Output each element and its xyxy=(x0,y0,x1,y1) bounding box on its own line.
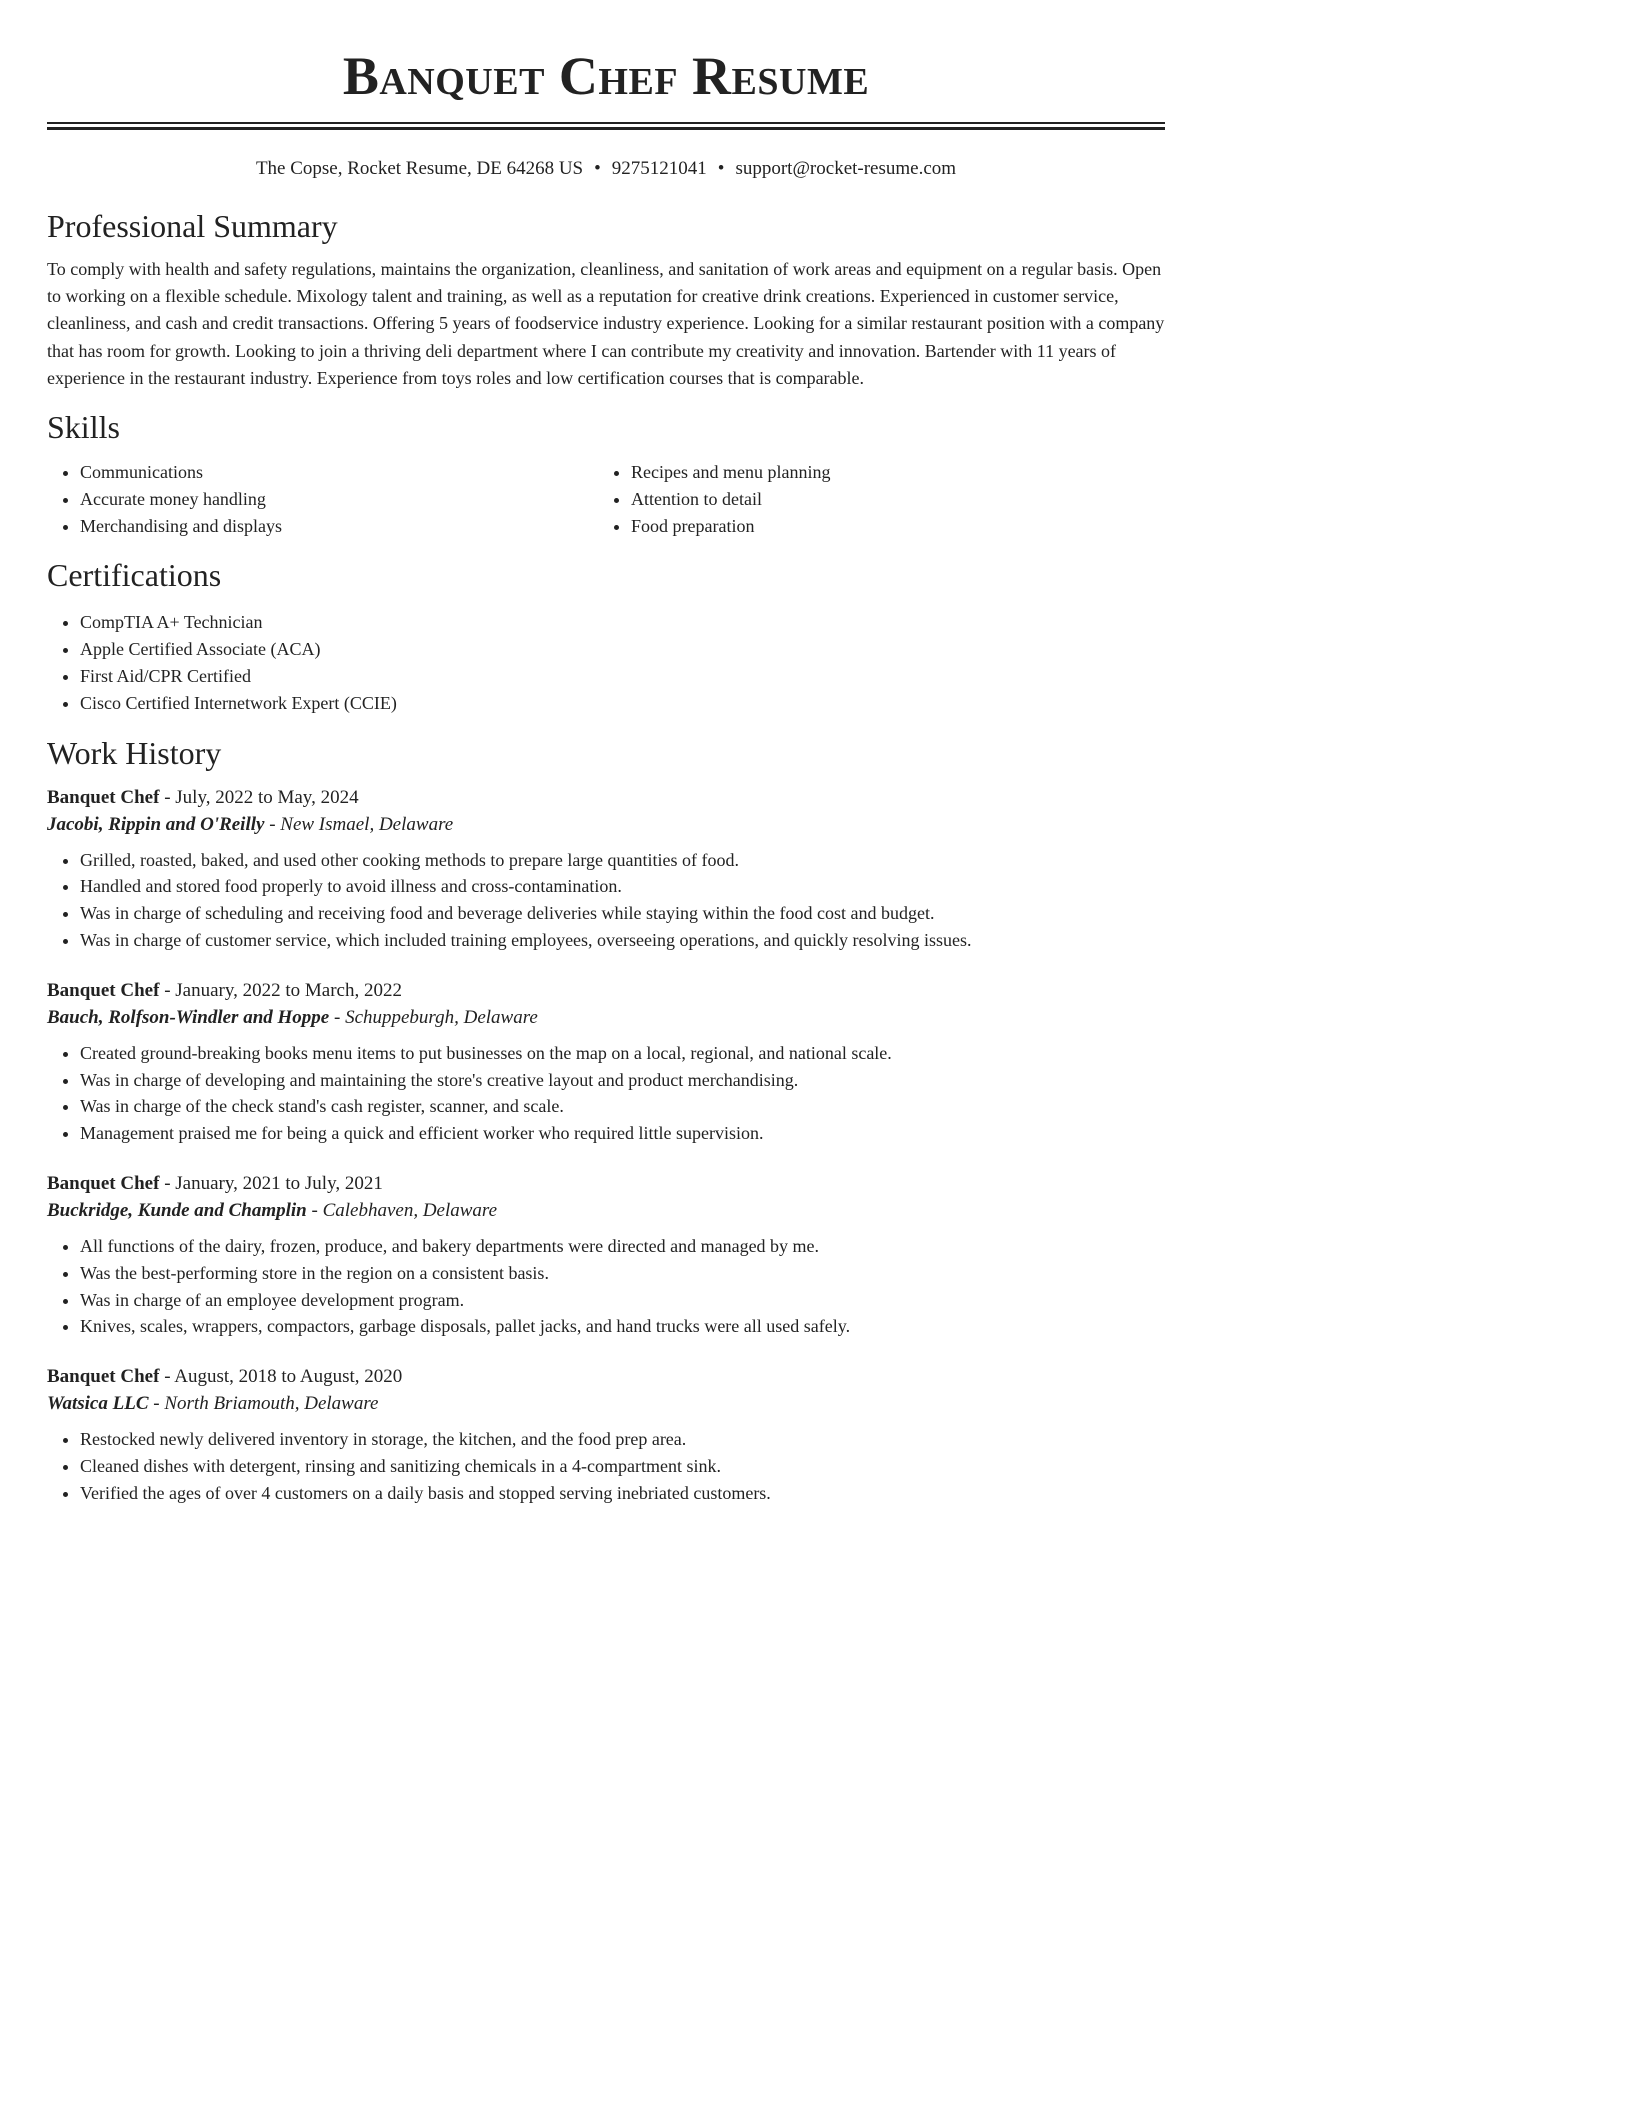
job-company-line xyxy=(47,1197,1165,1225)
job-role: Banquet Chef xyxy=(47,1366,160,1388)
job-location: New Ismael, Delaware xyxy=(280,813,454,835)
job-duty: • Created ground-breaking books menu items to put businesses on the map on a local, regional, and national scale. xyxy=(80,1040,1165,1067)
job-company: Buckridge, Kunde and Champlin xyxy=(47,1199,307,1221)
job-company-line xyxy=(47,811,1165,839)
job-duty: • Was the best-performing store in the region on a consistent basis. xyxy=(80,1260,1165,1287)
job-dash: - xyxy=(159,1172,176,1194)
contact-phone: 9275121041 xyxy=(611,158,707,179)
job-title-line xyxy=(47,785,1165,811)
job-duties-list xyxy=(47,1426,1165,1506)
job-duty: • Cleaned dishes with detergent, rinsing and sanitizing chemicals in a 4-compartment sink. xyxy=(80,1453,1165,1480)
skills-list-right xyxy=(598,459,1149,539)
job-company-line xyxy=(47,1004,1165,1032)
job-company-line xyxy=(47,1390,1165,1418)
skill-item: • Merchandising and displays xyxy=(80,513,598,540)
job-dates: January, 2021 to July, 2021 xyxy=(175,1172,383,1194)
job-duty: • Was in charge of the check stand's cash register, scanner, and scale. xyxy=(80,1093,1165,1120)
skills-grid xyxy=(47,459,1165,539)
job-dash: - xyxy=(159,1366,175,1388)
title-divider-bottom xyxy=(47,127,1165,130)
contact-line xyxy=(47,157,1165,181)
resume-title: Banquet Chef Resume xyxy=(342,46,870,106)
job-role: Banquet Chef xyxy=(47,979,160,1001)
contact-separator: • xyxy=(594,158,601,179)
title-divider-top xyxy=(47,122,1165,124)
job-dash: - xyxy=(159,786,176,808)
job-duty: • Was in charge of customer service, which included training employees, overseeing operations, and quickly resolving issues. xyxy=(80,927,1165,954)
summary-heading: Professional Summary xyxy=(47,208,338,244)
skill-item: • Food preparation xyxy=(631,513,1149,540)
contact-separator: • xyxy=(717,158,725,179)
certification-item: • First Aid/CPR Certified xyxy=(80,663,1165,690)
job-duty: • Was in charge of an employee development program. xyxy=(80,1287,1165,1314)
job-dash: - xyxy=(264,813,281,835)
job-dash: - xyxy=(148,1393,165,1415)
job-company: Jacobi, Rippin and O'Reilly xyxy=(47,813,265,835)
job-duty: • All functions of the dairy, frozen, produce, and bakery departments were directed and managed by me. xyxy=(80,1233,1165,1260)
job-entry xyxy=(47,1171,1165,1340)
job-title-line xyxy=(47,1171,1165,1197)
job-location: Calebhaven, Delaware xyxy=(322,1199,498,1221)
job-title-line xyxy=(47,1364,1165,1390)
job-duty: • Knives, scales, wrappers, compactors, garbage disposals, pallet jacks, and hand trucks were all used safely. xyxy=(80,1313,1165,1340)
job-title-line xyxy=(47,978,1165,1004)
job-location: Schuppeburgh, Delaware xyxy=(345,1006,538,1028)
skills-column-left xyxy=(47,459,598,539)
job-dates: January, 2022 to March, 2022 xyxy=(175,979,402,1001)
job-role: Banquet Chef xyxy=(47,786,160,808)
skill-item: • Communications xyxy=(80,459,598,486)
job-entry xyxy=(47,978,1165,1147)
job-dates: August, 2018 to August, 2020 xyxy=(174,1366,403,1388)
job-dash: - xyxy=(159,979,176,1001)
job-duty: • Verified the ages of over 4 customers on a daily basis and stopped serving inebriated customers. xyxy=(80,1480,1165,1507)
skill-item: • Recipes and menu planning xyxy=(631,459,1149,486)
skill-item: • Accurate money handling xyxy=(80,486,598,513)
job-duty: • Handled and stored food properly to avoid illness and cross-contamination. xyxy=(80,873,1165,900)
job-dates: July, 2022 to May, 2024 xyxy=(175,786,359,808)
contact-email: support@rocket-resume.com xyxy=(735,158,957,179)
skills-column-right xyxy=(598,459,1149,539)
job-dash: - xyxy=(329,1006,346,1028)
resume-page xyxy=(47,0,1165,1507)
job-company: Watsica LLC xyxy=(47,1393,149,1415)
job-company: Bauch, Rolfson-Windler and Hoppe xyxy=(47,1006,330,1028)
contact-address: The Copse, Rocket Resume, DE 64268 US xyxy=(255,158,584,179)
certifications-list xyxy=(47,609,1165,716)
job-duty: • Management praised me for being a quick and efficient worker who required little supervision. xyxy=(80,1120,1165,1147)
job-duty: • Restocked newly delivered inventory in storage, the kitchen, and the food prep area. xyxy=(80,1426,1165,1453)
job-duty: • Was in charge of developing and maintaining the store's creative layout and product merchandising. xyxy=(80,1067,1165,1094)
job-duties-list xyxy=(47,847,1165,954)
job-duties-list xyxy=(47,1233,1165,1340)
job-duties-list xyxy=(47,1040,1165,1147)
job-entry xyxy=(47,785,1165,954)
skills-heading: Skills xyxy=(47,409,120,446)
job-entry xyxy=(47,1364,1165,1506)
certification-item: • Cisco Certified Internetwork Expert (CCIE) xyxy=(80,690,1165,717)
skill-item: • Attention to detail xyxy=(631,486,1149,513)
skills-list-left xyxy=(47,459,598,539)
summary-text: To comply with health and safety regulations, maintains the organization, cleanliness, and sanitation of work areas and equipment on a regular basis. Open to working on a flexible schedule. Mixology talent and training, as well as a reputation for creative drink creations. Experienced in customer service, cleanliness, and cash and credit transactions. Offering 5 years of foodservice industry experience. Looking for a similar restaurant position with a company that has room for growth. Looking to join a thriving deli department where I can contribute my creativity and innovation. Bartender with 11 years of experience in the restaurant industry. Experience from toys roles and low certification courses that is comparable. xyxy=(47,259,1165,388)
job-role: Banquet Chef xyxy=(47,1172,160,1194)
work-history-heading: Work History xyxy=(47,734,222,771)
job-duty: • Was in charge of scheduling and receiving food and beverage deliveries while staying within the food cost and budget. xyxy=(80,900,1165,927)
job-dash: - xyxy=(306,1199,323,1221)
certification-item: • Apple Certified Associate (ACA) xyxy=(80,636,1165,663)
certifications-heading: Certifications xyxy=(47,557,222,594)
job-location: North Briamouth, Delaware xyxy=(164,1393,379,1415)
certification-item: • CompTIA A+ Technician xyxy=(80,609,1165,636)
job-duty: • Grilled, roasted, baked, and used other cooking methods to prepare large quantities of food. xyxy=(80,847,1165,874)
